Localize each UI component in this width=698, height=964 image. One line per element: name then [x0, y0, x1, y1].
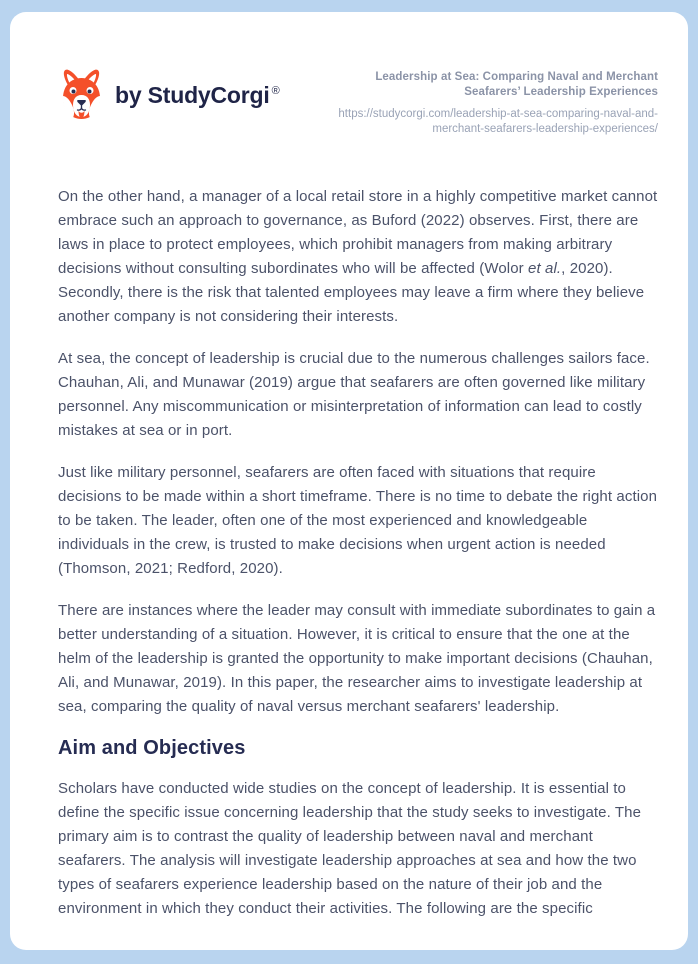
- latin-abbreviation-et-al: et al.: [528, 260, 562, 277]
- paragraph-leader-consult: There are instances where the leader may consult with immediate subordinates to gain a better understanding of a situation. However, it is critical to ensure that the one at the helm of the leadership is granted the opportunity to make important decisions (Chauhan, Ali, and Munawar, 2019). In this paper, the researcher aims to investigate leadership at sea, comparing the quality of naval versus merchant seafarers' leadership.: [58, 602, 656, 715]
- essay-body: [58, 185, 658, 921]
- registered-trademark-symbol: ®: [271, 84, 280, 97]
- paragraph-leadership-at-sea: At sea, the concept of leadership is crucial due to the numerous challenges sailors face. Chauhan, Ali, and Munawar (2019) argue that seafarers are often governed like military personnel. Any miscommunication or misinterpretation of information can lead to costly mistakes at sea or in port.: [58, 350, 650, 439]
- paragraph-aim-objectives: Scholars have conducted wide studies on the concept of leadership. It is essential to define the specific issue concerning leadership that the study seeks to investigate. The primary aim is to contrast the quality of leadership between naval and merchant seafarers. The analysis will investigate leadership approaches at sea and how the two types of seafarers experience leadership based on the nature of their job and the environment in which they conduct their activities. The following are the specific: [58, 780, 642, 917]
- paragraph-text: On the other hand, a manager of a local retail store in a highly competitive market cannot embrace such an approach to governance, as Buford (2022) observes. First, there are laws in place to protect employees, which prohibit managers from making arbitrary decisions without consulting subordinates who will be affected (Wolor: [58, 188, 658, 277]
- section-heading-aim-and-objectives: Aim and Objectives: [58, 737, 246, 759]
- paragraph-retail-manager: [58, 185, 658, 329]
- document-header: [58, 66, 658, 137]
- paragraph-text: , 2020). Secondly, there is the risk that talented employees may leave a firm where they believe another company is not considering their interests.: [58, 260, 645, 325]
- brand-text: by StudyCorgi: [115, 81, 270, 108]
- brand-name: [115, 82, 279, 109]
- document-card: [10, 12, 688, 950]
- document-meta: [326, 66, 658, 137]
- document-url-link[interactable]: https://studycorgi.com/leadership-at-sea-comparing-naval-and-merchant-seafarers-leadership-experiences/: [338, 108, 658, 135]
- paragraph-military-personnel: Just like military personnel, seafarers are often faced with situations that require decisions to be made within a short timeframe. There is no time to debate the right action to be taken. The leader, often one of the most experienced and knowledgeable individuals in the crew, is trusted to make decisions when urgent action is needed (Thomson, 2021; Redford, 2020).: [58, 464, 658, 577]
- studycorgi-logo: [58, 66, 279, 122]
- corgi-mascot-icon: [58, 68, 105, 122]
- document-title: Leadership at Sea: Comparing Naval and Merchant Seafarers’ Leadership Experiences: [375, 71, 658, 98]
